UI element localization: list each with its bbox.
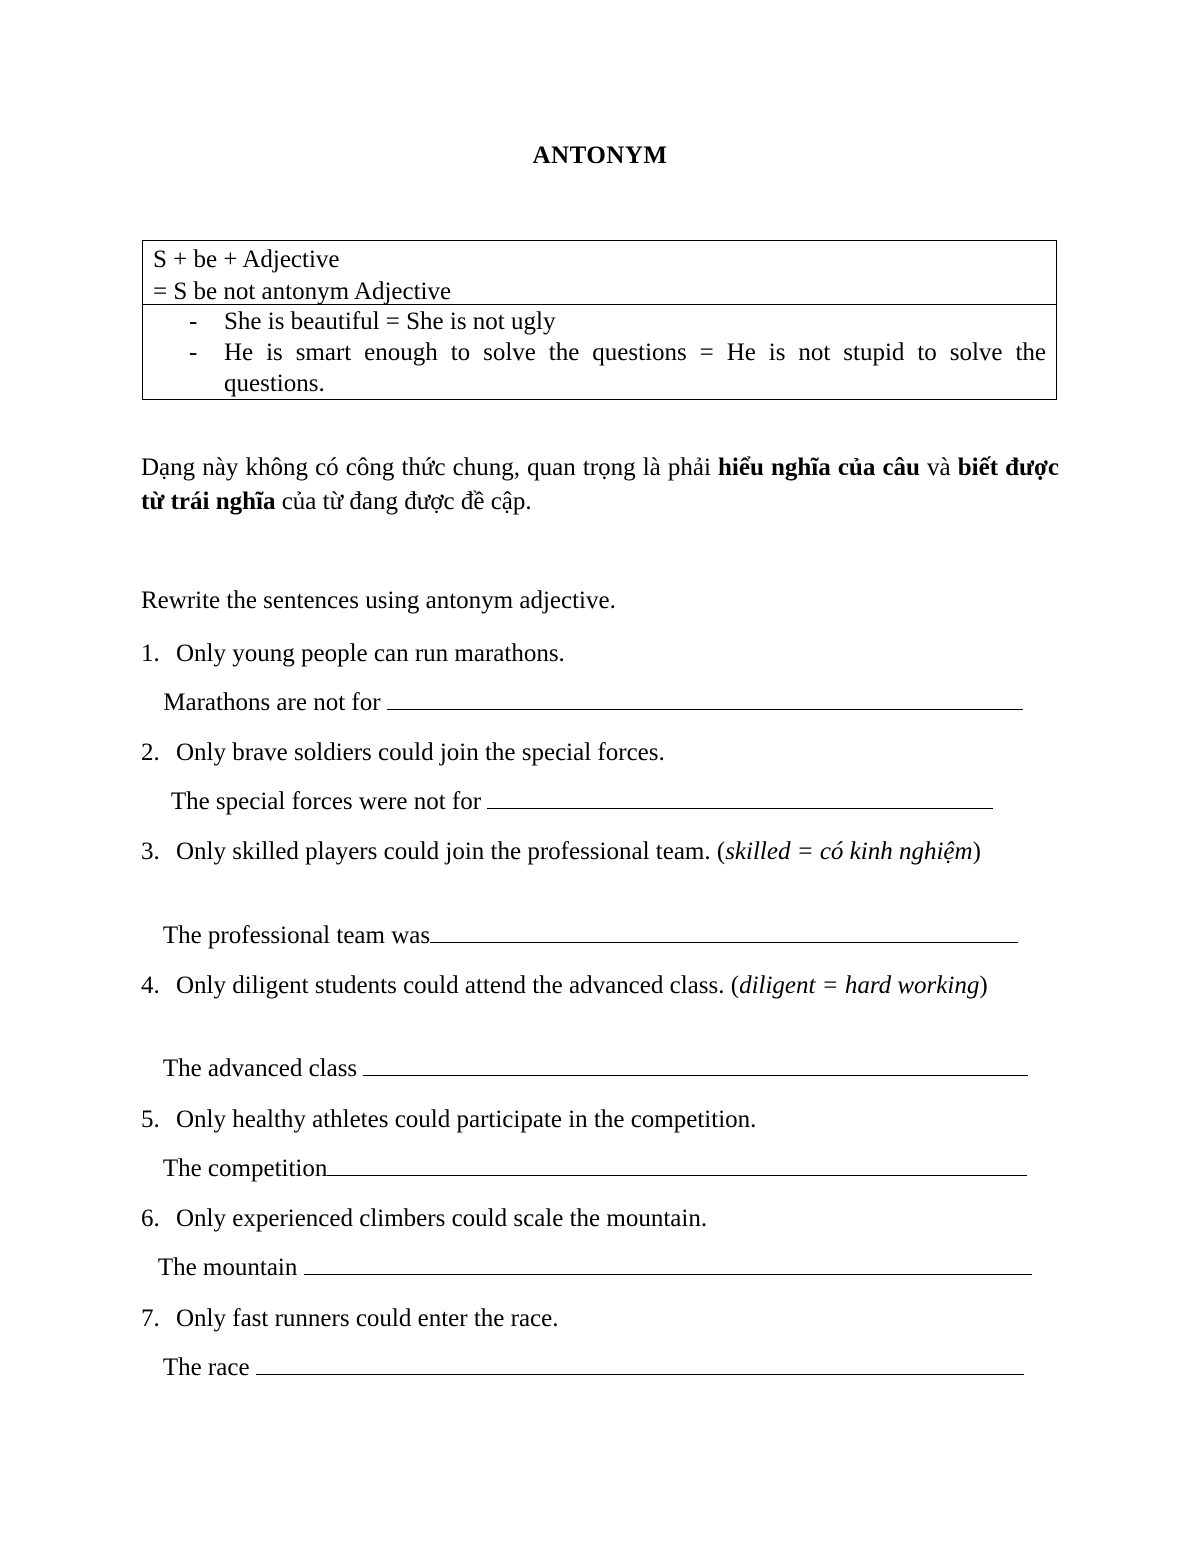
- question-number: 2.: [141, 739, 160, 766]
- question-sentence: Only healthy athletes could participate in the competition.: [176, 1106, 757, 1133]
- hint-equals: =: [815, 972, 845, 999]
- question-number: 3.: [141, 838, 160, 865]
- example-item: [143, 306, 1056, 337]
- answer-line: [141, 1153, 1027, 1183]
- question-text: [141, 1202, 1055, 1236]
- question-number: 6.: [141, 1205, 160, 1232]
- question-number: 1.: [141, 640, 160, 667]
- formula-header: [143, 241, 1056, 305]
- note-text: của từ đang được đề cập.: [275, 488, 532, 515]
- formula-line-2: = S be not antonym Adjective: [153, 278, 452, 305]
- answer-blank[interactable]: [430, 920, 1018, 943]
- question-sentence: Only diligent students could attend the advanced class.: [176, 972, 731, 999]
- question-sentence: Only experienced climbers could scale the mountain.: [176, 1205, 708, 1232]
- question-item: [141, 835, 1055, 869]
- question-text: [141, 736, 1055, 770]
- hint-word: skilled: [725, 838, 791, 865]
- hint-meaning: có kinh nghiệm: [819, 838, 973, 865]
- answer-blank[interactable]: [387, 687, 1023, 710]
- hint-paren: (: [730, 972, 740, 999]
- question-text: [141, 969, 1055, 1003]
- hint-paren: (: [716, 838, 726, 865]
- hint-paren: ): [972, 838, 981, 865]
- answer-line: [141, 1053, 1028, 1083]
- hint-equals: =: [790, 838, 820, 865]
- question-text: [141, 835, 1055, 869]
- question-sentence: Only skilled players could join the professional team.: [176, 838, 717, 865]
- hint-meaning: hard working: [844, 972, 980, 999]
- page-title: ANTONYM: [532, 142, 668, 169]
- answer-line: [141, 687, 1023, 717]
- question-text: [141, 637, 1055, 671]
- question-number: 4.: [141, 972, 160, 999]
- answer-prompt: The special forces were not for: [170, 788, 488, 815]
- answer-prompt: The professional team was: [162, 922, 431, 949]
- answer-line: [141, 1252, 1032, 1282]
- answer-prompt: Marathons are not for: [163, 689, 387, 716]
- question-item: [141, 1103, 1055, 1137]
- answer-prompt: The race: [162, 1354, 256, 1381]
- answer-line: [141, 1352, 1024, 1382]
- note-bold-text: biết được từ trái nghĩa: [141, 454, 1059, 515]
- answer-prompt: The mountain: [157, 1254, 304, 1281]
- answer-blank[interactable]: [256, 1352, 1024, 1375]
- question-sentence: Only fast runners could enter the race.: [176, 1305, 559, 1332]
- question-item: [141, 969, 1055, 1003]
- answer-prompt: The advanced class: [162, 1055, 364, 1082]
- note-text: và: [919, 454, 958, 481]
- question-sentence: Only young people can run marathons.: [176, 640, 565, 667]
- example-text: He is smart enough to solve the questions = He is not stupid to solve the questions.: [224, 339, 1046, 397]
- answer-blank[interactable]: [327, 1153, 1027, 1176]
- question-item: [141, 637, 1055, 671]
- answer-prompt: The competition: [162, 1155, 328, 1182]
- question-sentence: Only brave soldiers could join the special forces.: [176, 739, 665, 766]
- question-text: [141, 1302, 1055, 1336]
- answer-line: [141, 920, 1018, 950]
- question-number: 5.: [141, 1106, 160, 1133]
- example-bullet: -: [189, 339, 198, 366]
- question-number: 7.: [141, 1305, 160, 1332]
- hint-paren: ): [979, 972, 988, 999]
- answer-blank[interactable]: [487, 786, 993, 809]
- example-bullet: -: [189, 308, 198, 335]
- formula-box: [142, 240, 1057, 400]
- answer-line: [149, 786, 993, 816]
- hint-word: diligent: [739, 972, 816, 999]
- example-text: She is beautiful = She is not ugly: [224, 308, 556, 335]
- note-text: Dạng này không có công thức chung, quan trọng là phải: [141, 454, 719, 481]
- question-item: [141, 1302, 1055, 1336]
- answer-blank[interactable]: [363, 1053, 1028, 1076]
- question-item: [141, 736, 1055, 770]
- formula-examples: [143, 305, 1056, 399]
- answer-blank[interactable]: [304, 1252, 1032, 1275]
- question-item: [141, 1202, 1055, 1236]
- formula-line-1: S + be + Adjective: [153, 246, 340, 273]
- question-text: [141, 1103, 1055, 1137]
- note-paragraph: [141, 451, 1059, 519]
- note-bold-text: hiểu nghĩa của câu: [718, 454, 920, 481]
- exercise-instruction: Rewrite the sentences using antonym adjective.: [141, 587, 616, 614]
- example-item: [143, 337, 1056, 399]
